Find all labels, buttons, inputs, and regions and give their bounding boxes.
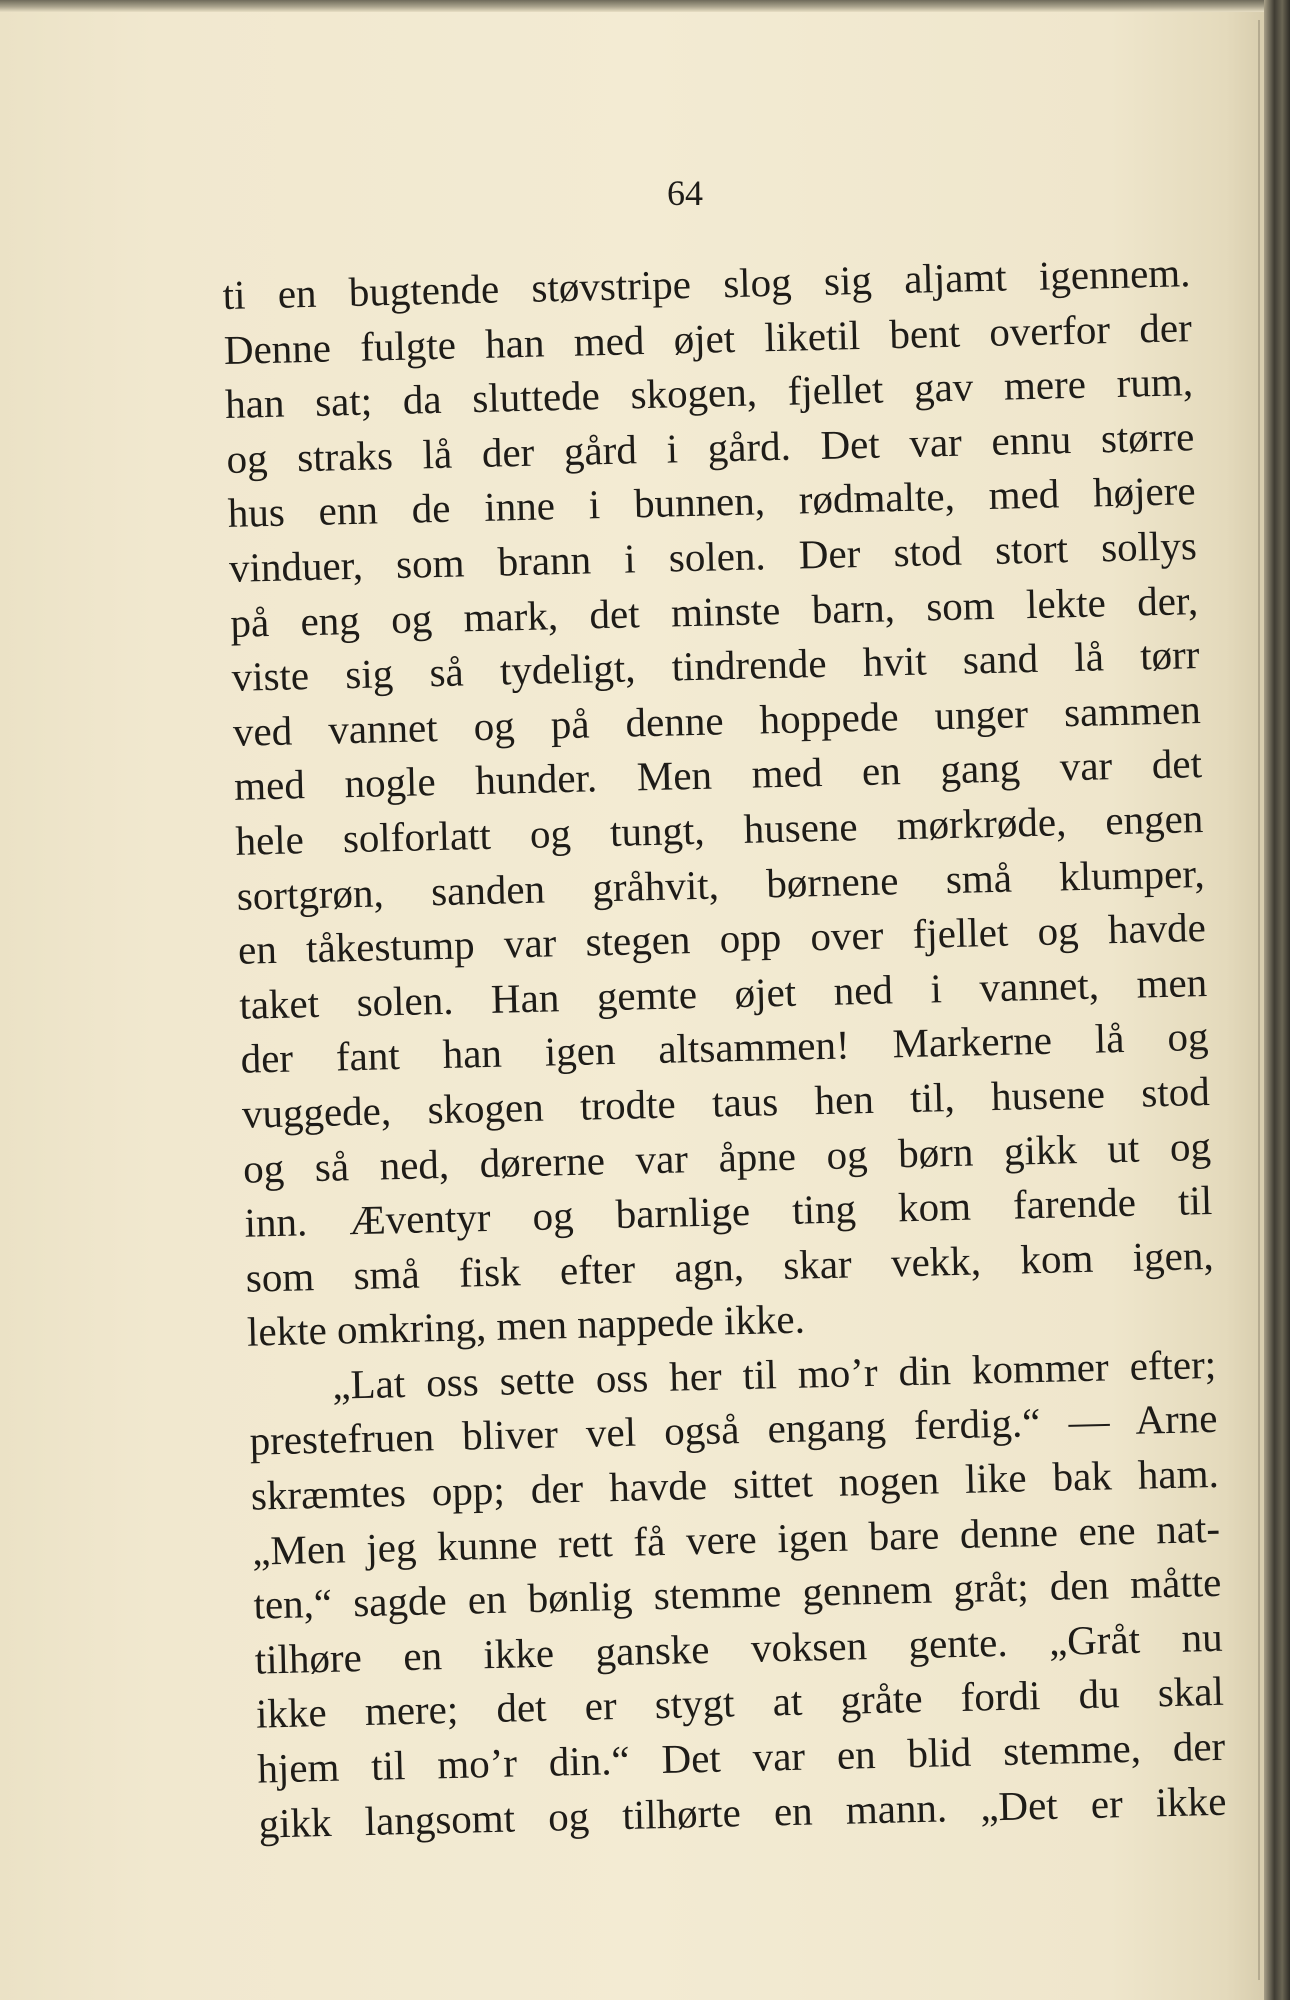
- body-text: [222, 245, 1227, 1851]
- text-line: med nogle hunder. Men med en gang var det: [233, 740, 1203, 810]
- text-line: lekte omkring, men nappede ikke.: [246, 1295, 806, 1355]
- page-top-edge: [0, 0, 1290, 12]
- text-line: hele solforlatt og tungt, husene mørkrøde, engen: [234, 794, 1204, 864]
- text-line: som små fisk efter agn, skar vekk, kom igen,: [245, 1231, 1215, 1301]
- text-line: ved vannet og på denne hoppede unger sammen: [232, 685, 1202, 755]
- text-line: prestefruen bliver vel også engang ferdig.“ — Arne: [249, 1395, 1218, 1465]
- text-line: vinduer, som brann i solen. Der stod stort sollys: [228, 522, 1198, 591]
- text-line: hus enn de inne i bunnen, rødmalte, med højere: [227, 467, 1197, 537]
- text-line: ten,“ sagde en bønlig stemme gennem gråt; den måtte: [252, 1559, 1222, 1628]
- book-spine: [1264, 0, 1290, 2000]
- text-line: tilhøre en ikke ganske voksen gente. „Gråt nu: [254, 1613, 1224, 1683]
- binding-line: [1258, 20, 1260, 1980]
- text-line: gikk langsomt og tilhørte en mann. „Det er ikke: [258, 1777, 1227, 1847]
- text-line: „Men jeg kunne rett få vere igen bare denne ene nat-: [251, 1504, 1221, 1574]
- text-line: viste sig så tydeligt, tindrende hvit sand lå tørr: [231, 631, 1200, 701]
- text-line: sortgrøn, sanden gråhvit, børnene små klumper,: [236, 849, 1206, 919]
- text-line: ti en bugtende støvstripe slog sig aljamt igennem.: [222, 249, 1191, 318]
- text-line: hjem til mo’r din.“ Det var en blid stemme, der: [256, 1722, 1226, 1792]
- text-line: taket solen. Han gemte øjet ned i vannet, men: [238, 958, 1208, 1028]
- text-line: „Lat oss sette oss her til mo’r din kommer efter;: [331, 1340, 1217, 1408]
- text-line: en tåkestump var stegen opp over fjellet og havde: [237, 904, 1207, 973]
- text-line: inn. Æventyr og barnlige ting kom farende til: [243, 1177, 1213, 1246]
- text-line: og straks lå der gård i gård. Det var ennu større: [225, 412, 1195, 482]
- text-line: vuggede, skogen trodte taus hen til, husene stod: [241, 1067, 1211, 1137]
- text-line: skræmtes opp; der havde sittet nogen like bak ham.: [250, 1449, 1220, 1519]
- page-number: 64: [667, 173, 703, 213]
- text-line: og så ned, dørerne var åpne og børn gikk ut og: [242, 1122, 1212, 1192]
- text-line: han sat; da sluttede skogen, fjellet gav mere rum,: [224, 358, 1194, 428]
- text-line: på eng og mark, det minste barn, som lekte der,: [229, 576, 1199, 646]
- text-line: der fant han igen altsammen! Markerne lå og: [240, 1013, 1209, 1083]
- text-line: Denne fulgte han med øjet liketil bent overfor der: [223, 303, 1193, 373]
- text-line: ikke mere; det er stygt at gråte fordi du skal: [255, 1668, 1225, 1738]
